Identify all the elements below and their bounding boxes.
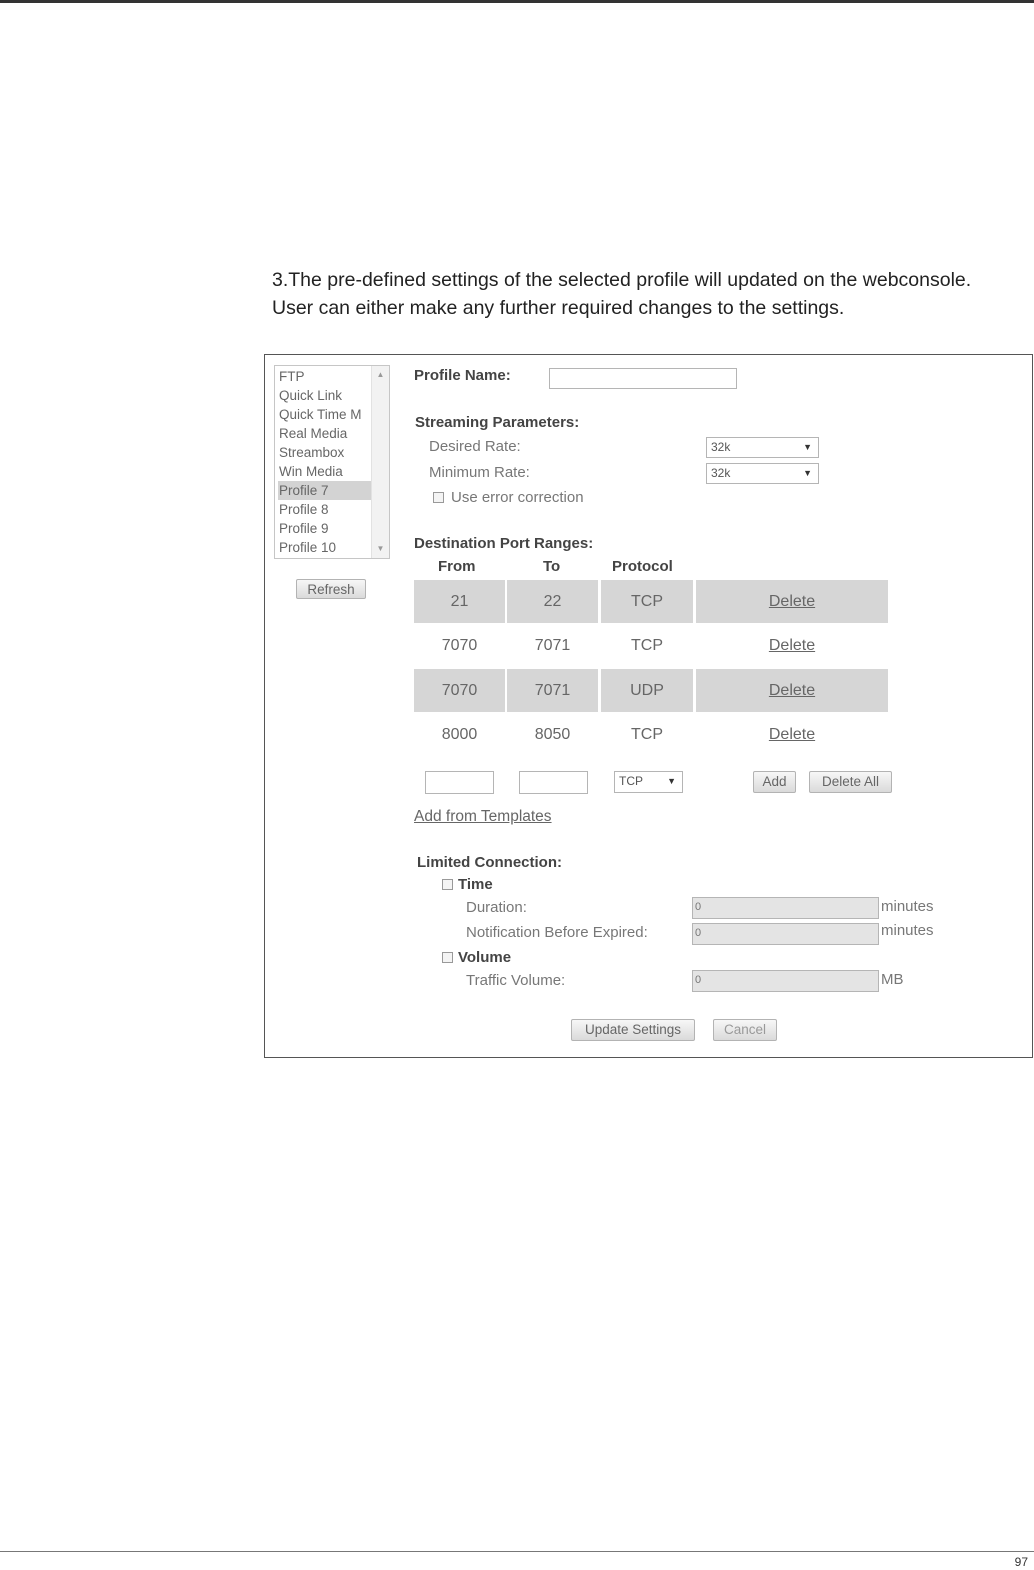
time-checkbox[interactable]	[442, 879, 453, 890]
duration-unit: minutes	[881, 898, 934, 915]
profile-settings-screenshot	[264, 354, 1033, 1058]
profile-list-item[interactable]: Profile 10	[279, 540, 337, 555]
delete-link[interactable]: Delete	[696, 580, 888, 623]
port-ranges-heading: Destination Port Ranges:	[414, 535, 594, 552]
desired-rate-label: Desired Rate:	[429, 438, 521, 455]
scroll-up-arrow-icon[interactable]: ▲	[376, 370, 385, 379]
top-rule	[0, 0, 1034, 3]
port-protocol: UDP	[601, 669, 693, 712]
port-protocol: TCP	[631, 637, 663, 654]
footer-rule	[0, 1551, 1034, 1552]
streaming-parameters-heading: Streaming Parameters:	[415, 414, 580, 431]
profile-list-item[interactable]: Profile 9	[279, 521, 329, 536]
error-correction-checkbox[interactable]	[433, 492, 444, 503]
page-number: 97	[1014, 1555, 1028, 1569]
port-from: 8000	[441, 726, 478, 743]
port-table-row	[414, 669, 888, 712]
profile-list-item[interactable]: Streambox	[279, 445, 345, 460]
profile-list-item-selected[interactable]: Profile 7	[278, 481, 371, 500]
port-to: 7071	[534, 637, 571, 654]
profile-list-item[interactable]: Quick Link	[279, 388, 343, 403]
minimum-rate-value: 32k	[711, 466, 731, 480]
dropdown-arrow-icon: ▼	[803, 442, 812, 452]
traffic-volume-label: Traffic Volume:	[466, 972, 566, 989]
profile-name-label: Profile Name:	[414, 367, 511, 384]
cancel-button[interactable]: Cancel	[713, 1019, 777, 1041]
port-from: 7070	[414, 669, 505, 712]
port-table-row	[414, 580, 888, 623]
minimum-rate-label: Minimum Rate:	[429, 464, 530, 481]
profile-list-item[interactable]: FTP	[279, 369, 305, 384]
scroll-down-arrow-icon[interactable]: ▼	[376, 544, 385, 553]
error-correction-label: Use error correction	[451, 489, 584, 506]
refresh-button[interactable]: Refresh	[296, 579, 366, 599]
time-label: Time	[458, 876, 493, 893]
instruction-line-2: User can either make any further required changes to the settings.	[272, 297, 845, 319]
notification-unit: minutes	[881, 922, 934, 939]
profile-list-item[interactable]: Real Media	[279, 426, 348, 441]
duration-label: Duration:	[466, 899, 527, 916]
port-protocol: TCP	[631, 726, 663, 743]
dropdown-arrow-icon: ▼	[803, 468, 812, 478]
duration-input[interactable]: 0	[692, 897, 879, 919]
desired-rate-select[interactable]	[706, 437, 819, 458]
port-from: 7070	[441, 637, 478, 654]
desired-rate-value: 32k	[711, 440, 731, 454]
column-header-to: To	[543, 558, 561, 575]
update-settings-button[interactable]: Update Settings	[571, 1019, 695, 1041]
traffic-volume-unit: MB	[881, 971, 904, 988]
listbox-scrollbar[interactable]	[371, 366, 389, 558]
profile-list-item[interactable]: Profile 8	[279, 502, 329, 517]
port-table-row	[414, 624, 888, 667]
delete-link[interactable]: Delete	[768, 637, 816, 654]
profile-list-item[interactable]: Quick Time M	[279, 407, 362, 422]
column-header-protocol: Protocol	[612, 558, 673, 575]
profile-name-input[interactable]	[549, 368, 737, 389]
volume-checkbox[interactable]	[442, 952, 453, 963]
profile-listbox[interactable]	[274, 365, 390, 559]
instruction-text	[272, 266, 1032, 322]
delete-all-button[interactable]: Delete All	[809, 771, 892, 793]
volume-label: Volume	[458, 949, 512, 966]
minimum-rate-select[interactable]	[706, 463, 819, 484]
column-header-from: From	[438, 558, 476, 575]
port-to: 22	[507, 580, 598, 623]
notification-input[interactable]: 0	[692, 923, 879, 945]
new-port-to-input[interactable]	[519, 771, 588, 794]
limited-connection-heading: Limited Connection:	[417, 854, 562, 871]
new-port-from-input[interactable]	[425, 771, 494, 794]
notification-label: Notification Before Expired:	[466, 924, 648, 941]
dropdown-arrow-icon: ▼	[667, 776, 676, 786]
new-port-protocol-value: TCP	[619, 774, 643, 788]
new-port-protocol-select[interactable]	[614, 771, 683, 793]
profile-list-item[interactable]: Win Media	[279, 464, 343, 479]
instruction-line-1: 3.The pre-defined settings of the selected profile will updated on the webconsole.	[272, 269, 972, 291]
delete-link[interactable]: Delete	[768, 726, 816, 743]
traffic-volume-input[interactable]: 0	[692, 970, 879, 992]
port-to: 8050	[534, 726, 571, 743]
add-port-button[interactable]: Add	[753, 771, 796, 793]
add-from-templates-link[interactable]: Add from Templates	[414, 808, 552, 825]
port-protocol: TCP	[601, 580, 693, 623]
port-from: 21	[414, 580, 505, 623]
port-to: 7071	[507, 669, 598, 712]
port-table-row	[414, 713, 888, 756]
delete-link[interactable]: Delete	[696, 669, 888, 712]
